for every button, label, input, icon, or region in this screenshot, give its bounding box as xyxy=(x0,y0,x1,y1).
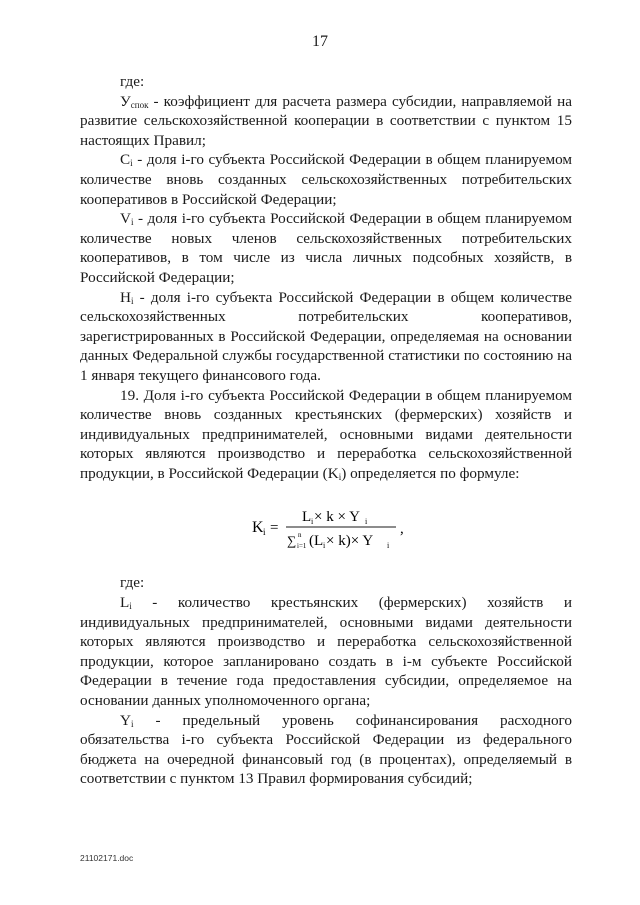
formula-sum-bottom: i=1 xyxy=(297,542,307,551)
definition-yi xyxy=(80,711,572,789)
definition-text: - коэффициент для расчета размера субсидии, направляемой на развитие сельскохозяйственной кооперации в соответствии с пунктом 15 настоящих Правил; xyxy=(80,92,572,149)
formula-sum-top: n xyxy=(298,531,302,540)
formula-ki xyxy=(80,503,572,551)
formula-denominator-open: (L xyxy=(309,533,324,550)
formula-lhs: K xyxy=(252,519,264,537)
symbol: C xyxy=(120,151,131,169)
symbol: Y xyxy=(120,711,131,729)
symbol: H xyxy=(120,288,131,306)
symbol-subscript: i xyxy=(130,718,134,729)
formula-denominator-sub1: i xyxy=(323,541,326,551)
definition-hi xyxy=(80,288,572,386)
definition-text: - количество крестьянских (фермерских) хозяйств и индивидуальных предпринимателей, основными видами деятельности которых являются производство и переработка сельскохозяйственной продукции, которое запланировано создать в i-м субъекте Российской Федерации в течение года предоставления субсидии, определяемое на основании данных уполномоченного органа; xyxy=(80,594,572,710)
formula-lhs-subscript: i xyxy=(263,527,266,538)
formula-numerator-l: L xyxy=(302,509,312,526)
definition-text: - доля i-го субъекта Российской Федерации в общем количестве сельскохозяйственных потребительских кооперативов, зарегистрированных в Российской Федерации, определяемая на основании данных Федеральной службы государственной статистики по состоянию на 1 января текущего финансового года. xyxy=(80,288,572,384)
definition-text: - доля i-го субъекта Российской Федерации в общем планируемом количестве новых членов сельскохозяйственных потребительских кооперативов, в том числе из числа личных подсобных хозяйств, в Российской Федерации; xyxy=(80,210,572,286)
file-name-footer: 21102171.doc xyxy=(80,853,134,863)
symbol-subscript: i xyxy=(129,601,132,612)
paragraph-19 xyxy=(80,386,572,484)
symbol-subscript: спок xyxy=(130,99,149,110)
paragraph-text-end: ) определяется по формуле: xyxy=(341,464,520,482)
paragraph-text: 19. Доля i-го субъекта Российской Федерации в общем планируемом количестве вновь созданных крестьянских (фермерских) хозяйств и индивидуальных предпринимателей, основными видами деятельности которых являются производство и переработка сельскохозяйственной продукции, в Российской Федерации (K xyxy=(80,386,572,482)
symbol: У xyxy=(120,92,131,110)
formula-numerator-mid: × k × Y xyxy=(314,509,360,526)
definition-li xyxy=(80,593,572,711)
symbol-subscript: i xyxy=(130,295,134,306)
symbol-subscript: i xyxy=(130,217,134,228)
formula-sum-sign: ∑ xyxy=(287,533,297,549)
formula-denominator-mid: × k)× Y xyxy=(326,533,374,550)
definition-text: - доля i-го субъекта Российской Федерации в общем планируемом количестве вновь созданных сельскохозяйственных потребительских кооперативов в Российской Федерации; xyxy=(80,151,572,208)
formula-equals: = xyxy=(270,520,279,537)
symbol: V xyxy=(120,210,131,228)
page-number: 17 xyxy=(312,33,328,50)
where-2: где: xyxy=(120,574,145,592)
formula-graphic xyxy=(252,503,492,553)
formula-denominator-sub2: i xyxy=(387,541,390,551)
symbol-subscript: i xyxy=(130,158,133,169)
formula-numerator-sub1: i xyxy=(311,517,314,527)
definition-vi xyxy=(80,209,572,287)
symbol: L xyxy=(120,594,130,612)
document-body xyxy=(80,72,572,789)
symbol-subscript: i xyxy=(338,471,342,482)
definition-ci xyxy=(80,150,572,209)
definition-text: - предельный уровень софинансирования расходного обязательства i-го субъекта Российской Федерации из федерального бюджета на очередной финансовый год (в процентах), определяемый в соответствии с пунктом 13 Правил формирования субсидий; xyxy=(80,711,572,788)
intro-where: где: xyxy=(120,73,145,90)
definition-uspok xyxy=(80,92,572,151)
formula-comma: , xyxy=(400,521,404,538)
formula-numerator-sub2: i xyxy=(365,517,368,527)
